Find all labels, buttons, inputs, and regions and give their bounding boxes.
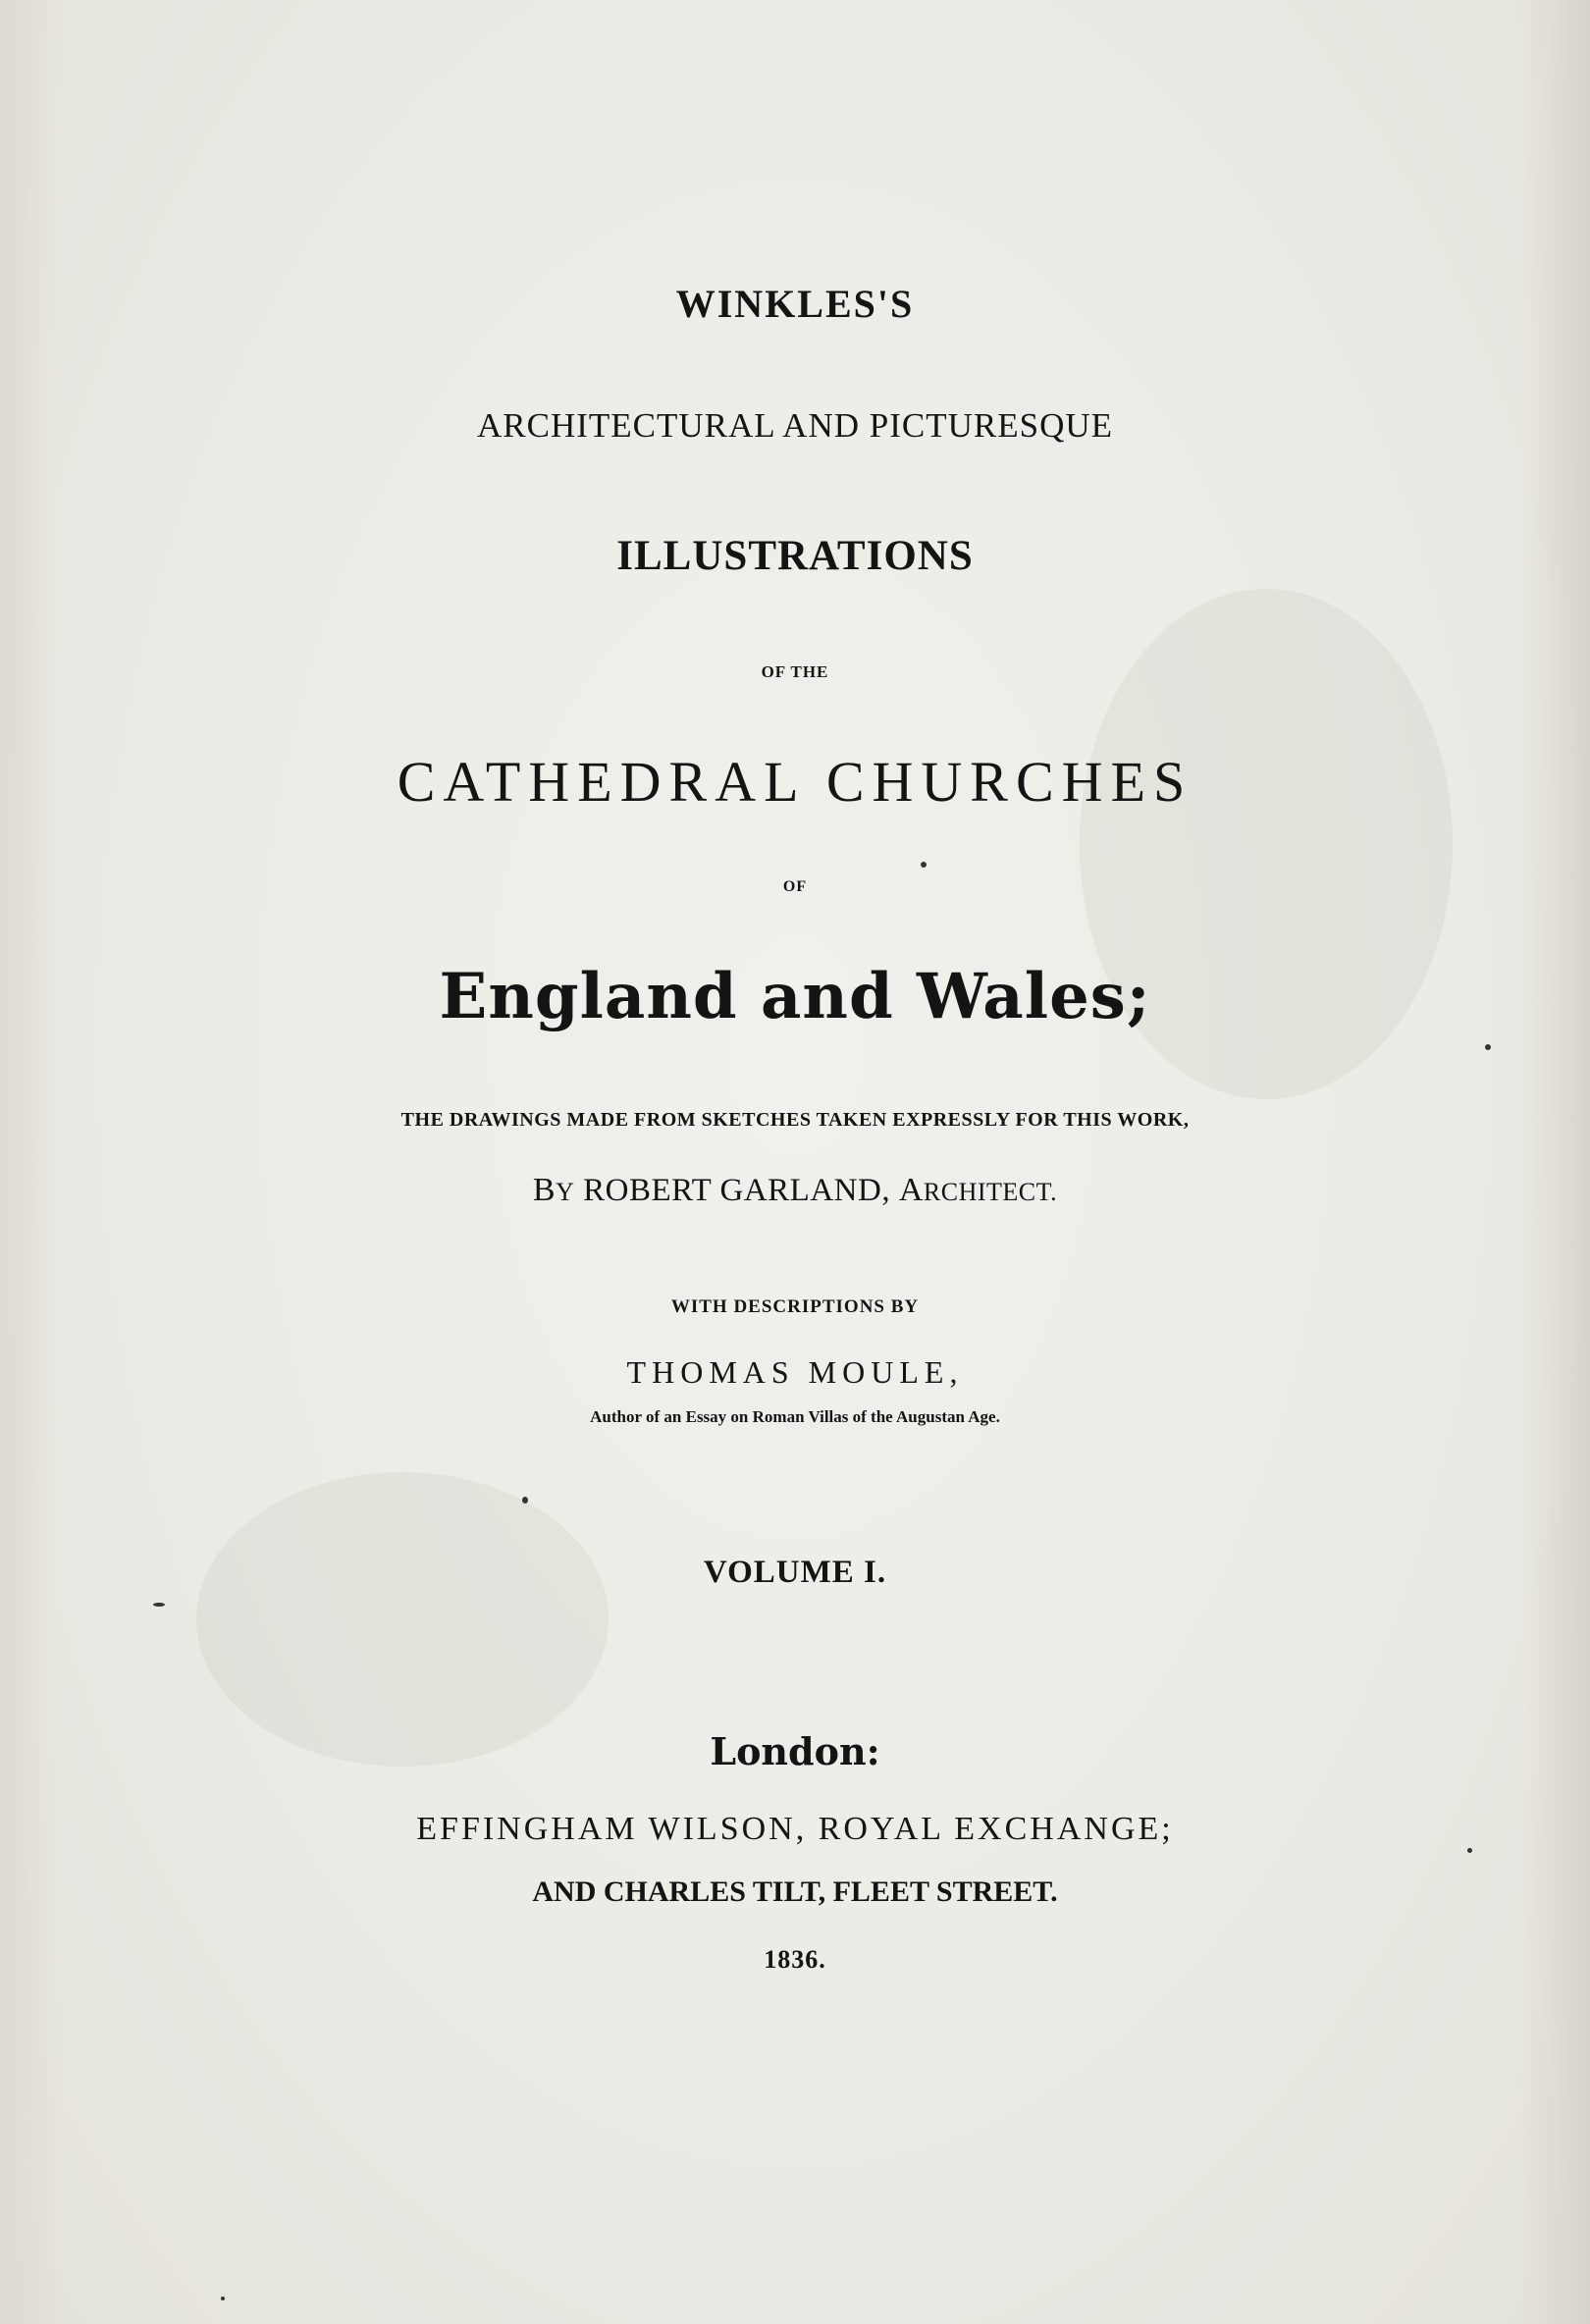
publication-year: 1836. [764,1945,826,1974]
ink-speck [921,862,927,868]
title-line-england-wales: England and Wales; [439,960,1151,1033]
ink-speck [153,1603,165,1607]
title-line-illustrations: ILLUSTRATIONS [616,533,974,579]
publisher-line-1: EFFINGHAM WILSON, ROYAL EXCHANGE; [416,1811,1174,1847]
describer-credit: Author of an Essay on Roman Villas of the Augustan Age. [590,1407,1000,1426]
volume-label: VOLUME I. [703,1555,887,1590]
architect-rest: RCHITECT. [923,1178,1058,1206]
ink-speck [1467,1848,1472,1853]
page-edge-shadow-right [1521,0,1590,2324]
title-line-of: OF [782,878,808,895]
title-line-architectural: ARCHITECTURAL AND PICTURESQUE [477,406,1113,445]
by-rest: Y [556,1178,575,1206]
ink-speck [221,2297,225,2300]
paper-stain [196,1472,609,1767]
publisher-line-2: AND CHARLES TILT, FLEET STREET. [532,1875,1058,1908]
title-line-winkles: WINKLES'S [675,282,915,326]
subtitle-drawings: THE DRAWINGS MADE FROM SKETCHES TAKEN EXPRESSLY FOR THIS WORK, [400,1109,1190,1131]
imprint-city: London: [710,1729,880,1773]
describer-name: THOMAS MOULE, [626,1354,964,1390]
title-line-of-the: OF THE [761,662,829,681]
architect-lead-letter: A [898,1172,924,1208]
author-name: ROBERT GARLAND, [574,1173,899,1208]
page-edge-shadow-left [0,0,59,2324]
ink-speck [1485,1044,1491,1050]
by-lead-letter: B [532,1172,556,1208]
author-line [0,1172,1590,1209]
ink-speck [522,1497,528,1504]
with-descriptions-line: WITH DESCRIPTIONS BY [670,1296,920,1317]
title-line-cathedral-churches: CATHEDRAL CHURCHES [397,750,1193,814]
